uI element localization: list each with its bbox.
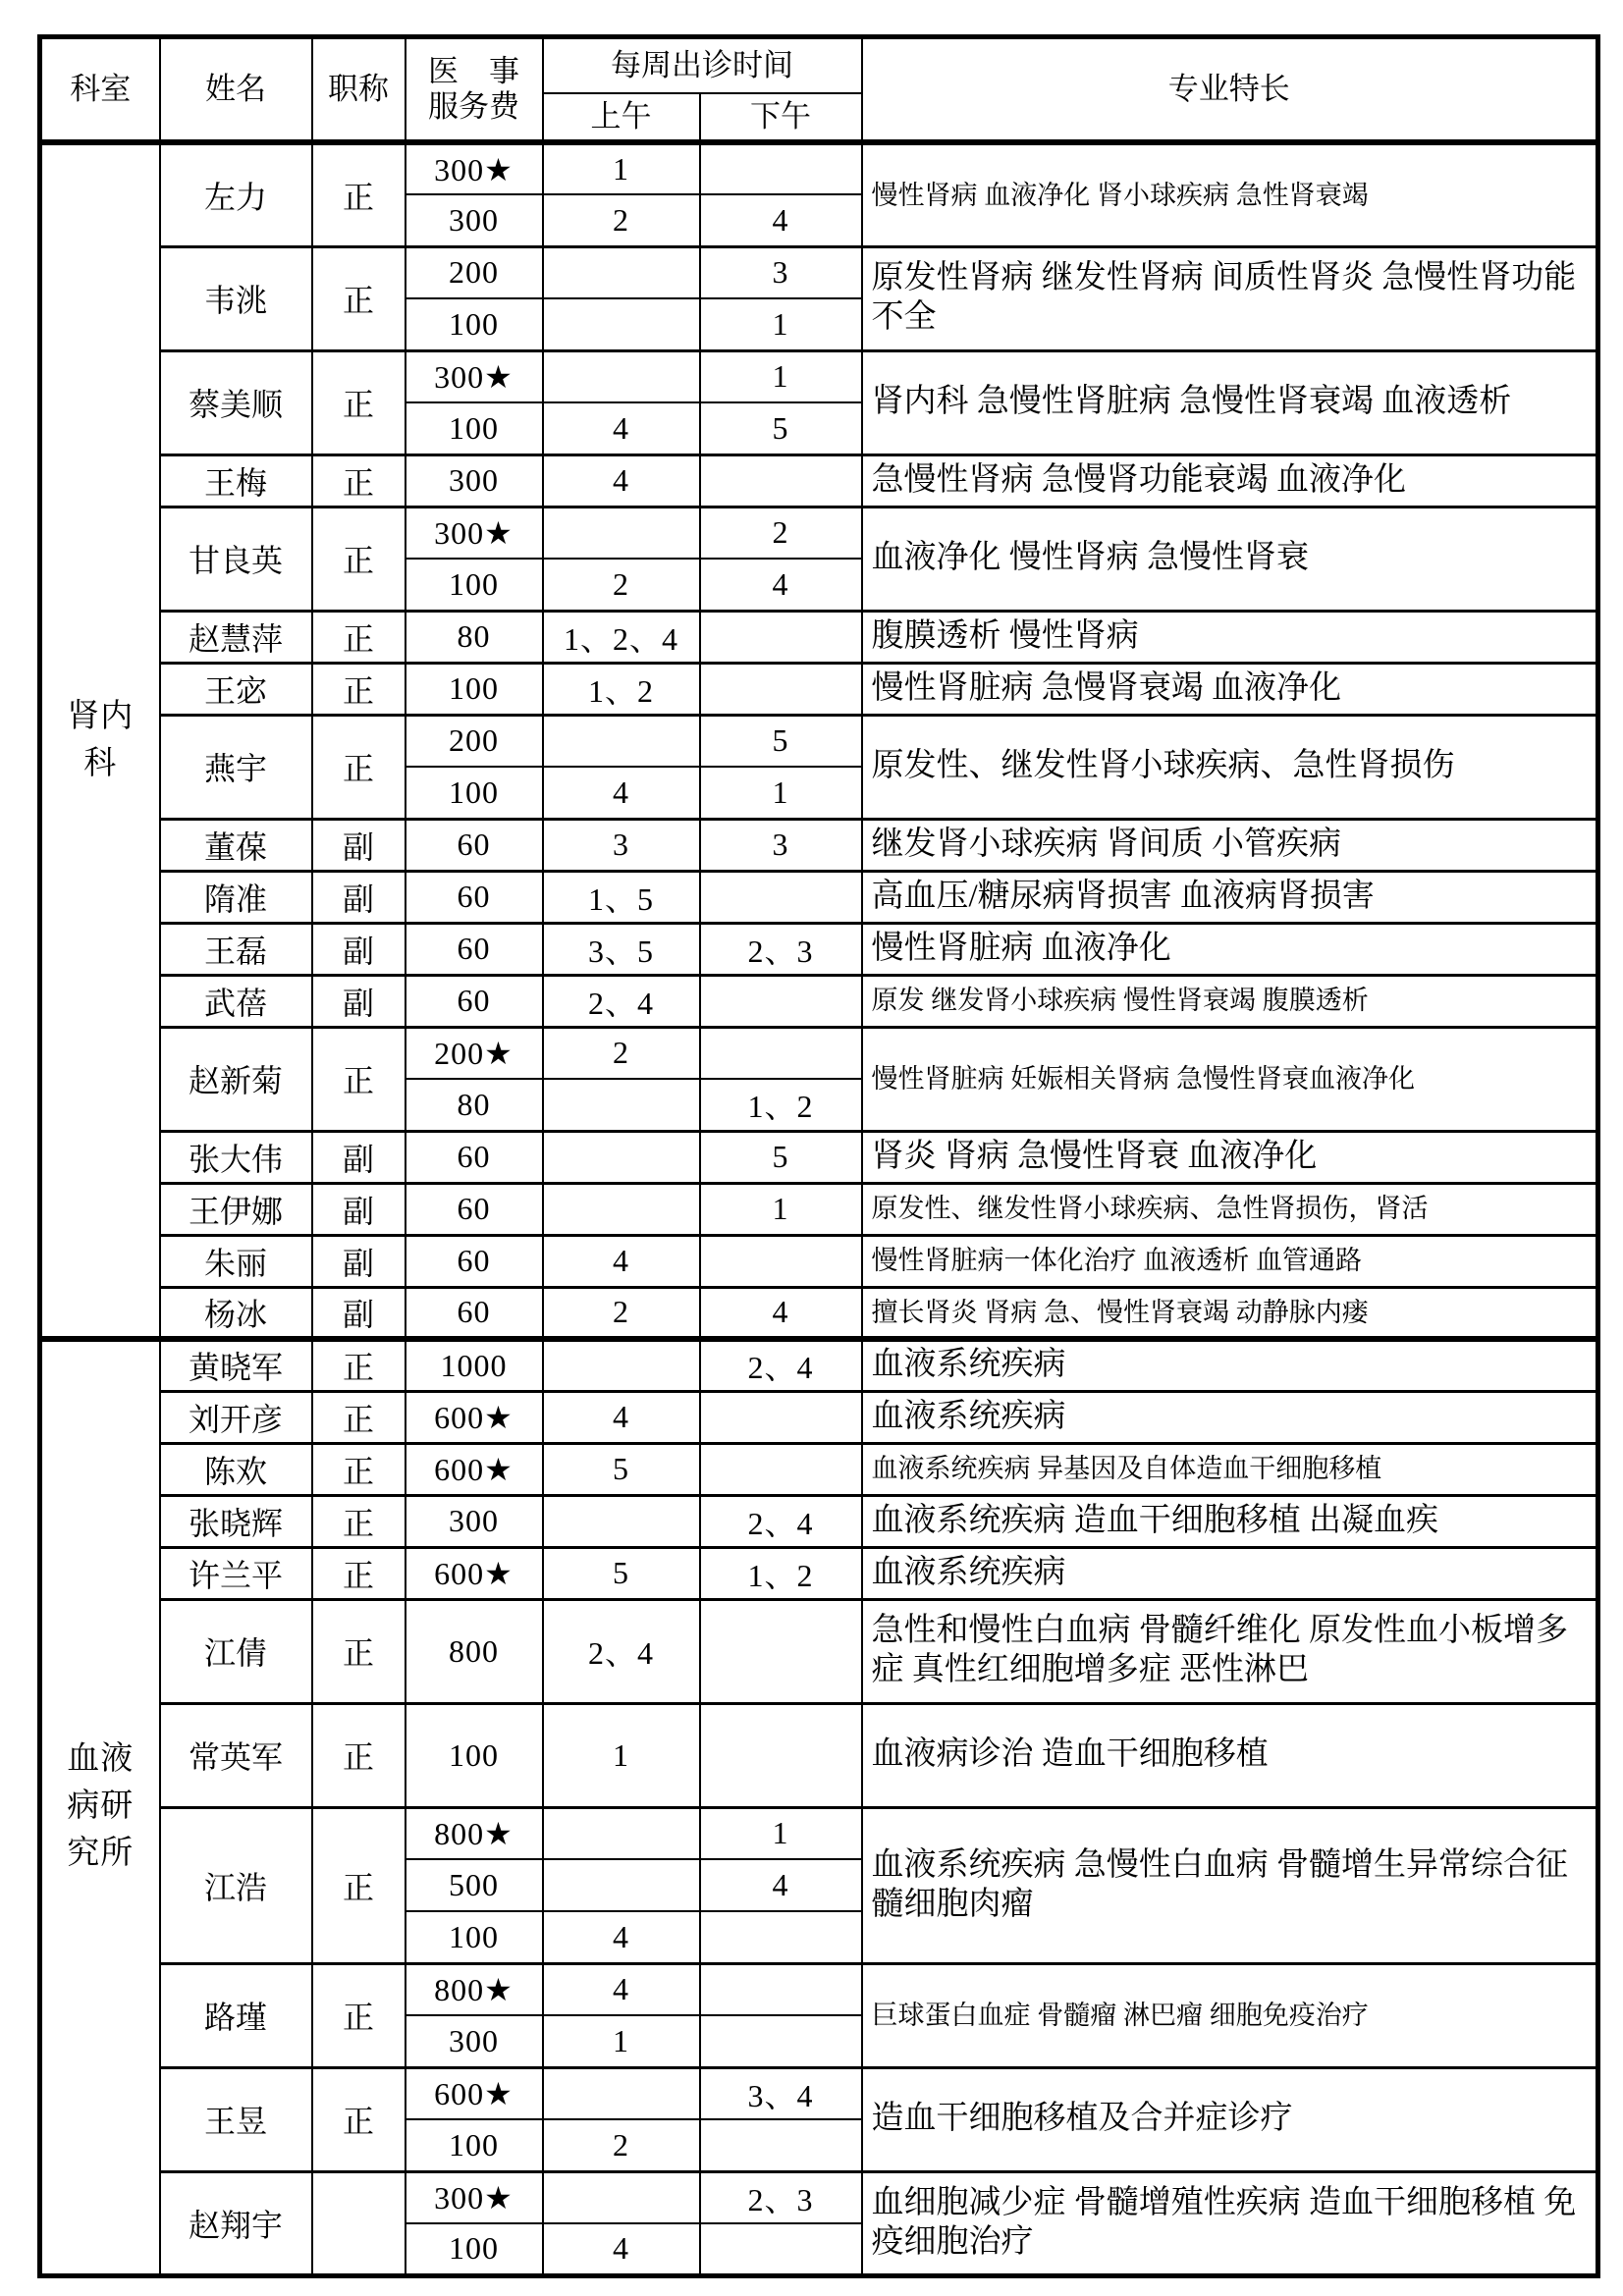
doctor-title: 正 — [312, 1391, 406, 1443]
morning-cell: 1 — [543, 2015, 700, 2067]
doctor-title: 副 — [312, 975, 406, 1027]
doctor-title: 正 — [312, 1807, 406, 1963]
doctor-name: 江倩 — [160, 1599, 312, 1703]
morning-cell — [543, 1079, 700, 1131]
table-row — [40, 1027, 1598, 1079]
table-row — [40, 871, 1598, 923]
doctor-name: 朱丽 — [160, 1235, 312, 1287]
table-row — [40, 1599, 1598, 1703]
table-header — [40, 37, 1598, 143]
doctor-name: 董葆 — [160, 819, 312, 871]
doctor-name: 黄晓军 — [160, 1339, 312, 1391]
specialty-cell: 腹膜透析 慢性肾病 — [862, 611, 1598, 663]
specialty-cell: 血液系统疾病 — [862, 1547, 1598, 1599]
department-cell — [40, 1339, 160, 2275]
doctor-title: 副 — [312, 1131, 406, 1183]
fee-cell: 300 — [406, 194, 543, 246]
doctor-title: 正 — [312, 1547, 406, 1599]
doctor-title: 正 — [312, 1703, 406, 1807]
fee-cell: 800★ — [406, 1963, 543, 2015]
doctor-title: 正 — [312, 350, 406, 454]
table-row — [40, 2171, 1598, 2223]
morning-cell: 4 — [543, 1963, 700, 2015]
fee-cell: 800 — [406, 1599, 543, 1703]
morning-cell: 3、5 — [543, 923, 700, 975]
specialty-cell: 慢性肾脏病 血液净化 — [862, 923, 1598, 975]
afternoon-cell — [700, 142, 862, 194]
doctor-title: 正 — [312, 1495, 406, 1547]
table-row — [40, 2067, 1598, 2119]
table-body — [40, 142, 1598, 2275]
morning-cell: 1 — [543, 1703, 700, 1807]
afternoon-cell — [700, 1235, 862, 1287]
specialty-cell: 肾内科 急慢性肾脏病 急慢性肾衰竭 血液透析 — [862, 350, 1598, 454]
table-row — [40, 715, 1598, 767]
specialty-cell: 血液系统疾病 造血干细胞移植 出凝血疾 — [862, 1495, 1598, 1547]
afternoon-cell: 4 — [700, 1859, 862, 1911]
afternoon-cell: 2、3 — [700, 923, 862, 975]
fee-cell: 200 — [406, 715, 543, 767]
doctor-title: 正 — [312, 507, 406, 611]
morning-cell: 4 — [543, 1391, 700, 1443]
fee-cell: 600★ — [406, 1391, 543, 1443]
doctor-title: 副 — [312, 1235, 406, 1287]
afternoon-cell: 4 — [700, 1287, 862, 1339]
afternoon-cell — [700, 2223, 862, 2275]
specialty-cell: 血液系统疾病 — [862, 1391, 1598, 1443]
table-row — [40, 1391, 1598, 1443]
header-row-1 — [40, 37, 1598, 94]
header-title: 职称 — [312, 37, 406, 143]
header-afternoon: 下午 — [700, 93, 862, 142]
afternoon-cell: 1、2 — [700, 1079, 862, 1131]
header-schedule: 每周出诊时间 — [543, 37, 862, 94]
table-row — [40, 1547, 1598, 1599]
specialty-cell: 原发性、继发性肾小球疾病、急性肾损伤，肾活 — [862, 1183, 1598, 1235]
department-label: 血液病研究所 — [67, 1741, 135, 1872]
afternoon-cell: 3、4 — [700, 2067, 862, 2119]
morning-cell: 1、2、4 — [543, 611, 700, 663]
morning-cell — [543, 1807, 700, 1859]
doctor-name: 杨冰 — [160, 1287, 312, 1339]
table-row — [40, 350, 1598, 402]
fee-cell: 60 — [406, 1131, 543, 1183]
fee-cell: 100 — [406, 1703, 543, 1807]
morning-cell — [543, 507, 700, 559]
fee-cell: 300★ — [406, 350, 543, 402]
specialty-cell: 慢性肾脏病一体化治疗 血液透析 血管通路 — [862, 1235, 1598, 1287]
table-row — [40, 454, 1598, 507]
table-row — [40, 611, 1598, 663]
table-row — [40, 663, 1598, 715]
fee-cell: 60 — [406, 1287, 543, 1339]
header-fee-line1: 医 事 — [428, 54, 519, 89]
doctor-title: 正 — [312, 2067, 406, 2171]
specialty-cell: 造血干细胞移植及合并症诊疗 — [862, 2067, 1598, 2171]
fee-cell: 600★ — [406, 1547, 543, 1599]
morning-cell — [543, 1339, 700, 1391]
specialty-cell: 擅长肾炎 肾病 急、慢性肾衰竭 动静脉内瘘 — [862, 1287, 1598, 1339]
doctor-title: 正 — [312, 1339, 406, 1391]
doctor-name: 韦洮 — [160, 246, 312, 350]
doctor-name: 王伊娜 — [160, 1183, 312, 1235]
afternoon-cell: 1 — [700, 1183, 862, 1235]
morning-cell: 3 — [543, 819, 700, 871]
doctor-title: 正 — [312, 1443, 406, 1495]
afternoon-cell — [700, 975, 862, 1027]
fee-cell: 100 — [406, 767, 543, 819]
afternoon-cell: 4 — [700, 194, 862, 246]
specialty-cell: 肾炎 肾病 急慢性肾衰 血液净化 — [862, 1131, 1598, 1183]
specialty-cell: 血液系统疾病 异基因及自体造血干细胞移植 — [862, 1443, 1598, 1495]
doctor-name: 陈欢 — [160, 1443, 312, 1495]
fee-cell: 600★ — [406, 2067, 543, 2119]
fee-cell: 200 — [406, 246, 543, 298]
doctor-name: 王宓 — [160, 663, 312, 715]
table-row — [40, 142, 1598, 194]
fee-cell: 100 — [406, 1911, 543, 1963]
afternoon-cell: 1 — [700, 767, 862, 819]
header-fee — [406, 37, 543, 143]
afternoon-cell — [700, 454, 862, 507]
morning-cell: 2 — [543, 1027, 700, 1079]
doctor-title: 副 — [312, 819, 406, 871]
doctor-name: 赵翔宇 — [160, 2171, 312, 2275]
table-row — [40, 1703, 1598, 1807]
fee-cell: 100 — [406, 663, 543, 715]
specialty-cell: 慢性肾脏病 妊娠相关肾病 急慢性肾衰血液净化 — [862, 1027, 1598, 1131]
fee-cell: 60 — [406, 819, 543, 871]
fee-cell: 60 — [406, 1183, 543, 1235]
specialty-cell: 原发性肾病 继发性肾病 间质性肾炎 急慢性肾功能不全 — [862, 246, 1598, 350]
afternoon-cell: 5 — [700, 1131, 862, 1183]
afternoon-cell — [700, 1443, 862, 1495]
doctor-name: 左力 — [160, 142, 312, 246]
fee-cell: 300 — [406, 1495, 543, 1547]
morning-cell — [543, 298, 700, 350]
morning-cell: 4 — [543, 1911, 700, 1963]
morning-cell: 2 — [543, 559, 700, 611]
morning-cell — [543, 2067, 700, 2119]
table-row — [40, 923, 1598, 975]
morning-cell: 4 — [543, 402, 700, 454]
specialty-cell: 血液系统疾病 急慢性白血病 骨髓增生异常综合征 髓细胞肉瘤 — [862, 1807, 1598, 1963]
specialty-cell: 血细胞减少症 骨髓增殖性疾病 造血干细胞移植 免疫细胞治疗 — [862, 2171, 1598, 2275]
morning-cell: 1 — [543, 142, 700, 194]
morning-cell: 1、2 — [543, 663, 700, 715]
fee-cell: 300★ — [406, 142, 543, 194]
doctor-name: 蔡美顺 — [160, 350, 312, 454]
department-cell — [40, 142, 160, 1339]
morning-cell: 5 — [543, 1547, 700, 1599]
doctor-title: 副 — [312, 923, 406, 975]
fee-cell: 100 — [406, 559, 543, 611]
afternoon-cell — [700, 871, 862, 923]
table-row — [40, 1287, 1598, 1339]
fee-cell: 80 — [406, 1079, 543, 1131]
morning-cell: 4 — [543, 1235, 700, 1287]
morning-cell — [543, 1183, 700, 1235]
fee-cell: 100 — [406, 2223, 543, 2275]
doctor-title: 副 — [312, 871, 406, 923]
morning-cell — [543, 350, 700, 402]
fee-cell: 100 — [406, 298, 543, 350]
specialty-cell: 慢性肾脏病 急慢肾衰竭 血液净化 — [862, 663, 1598, 715]
doctor-name: 王昱 — [160, 2067, 312, 2171]
specialty-cell: 高血压/糖尿病肾损害 血液病肾损害 — [862, 871, 1598, 923]
header-specialty: 专业特长 — [862, 37, 1598, 143]
doctor-name: 甘良英 — [160, 507, 312, 611]
specialty-cell: 血液净化 慢性肾病 急慢性肾衰 — [862, 507, 1598, 611]
doctor-title: 正 — [312, 454, 406, 507]
specialty-cell: 慢性肾病 血液净化 肾小球疾病 急性肾衰竭 — [862, 142, 1598, 246]
doctor-name: 燕宇 — [160, 715, 312, 819]
morning-cell — [543, 1131, 700, 1183]
header-morning: 上午 — [543, 93, 700, 142]
doctor-name: 隋准 — [160, 871, 312, 923]
afternoon-cell: 4 — [700, 559, 862, 611]
afternoon-cell: 1 — [700, 298, 862, 350]
fee-cell: 60 — [406, 923, 543, 975]
specialty-cell: 血液病诊治 造血干细胞移植 — [862, 1703, 1598, 1807]
morning-cell: 4 — [543, 767, 700, 819]
doctor-name: 常英军 — [160, 1703, 312, 1807]
doctor-name: 赵新菊 — [160, 1027, 312, 1131]
doctor-name: 王磊 — [160, 923, 312, 975]
morning-cell: 2 — [543, 194, 700, 246]
fee-cell: 100 — [406, 402, 543, 454]
afternoon-cell: 1 — [700, 350, 862, 402]
table-row — [40, 246, 1598, 298]
fee-cell: 60 — [406, 871, 543, 923]
table-row — [40, 507, 1598, 559]
morning-cell: 4 — [543, 2223, 700, 2275]
table-row — [40, 1443, 1598, 1495]
afternoon-cell: 2、3 — [700, 2171, 862, 2223]
fee-cell: 60 — [406, 1235, 543, 1287]
doctor-title: 正 — [312, 1963, 406, 2067]
doctor-title: 正 — [312, 246, 406, 350]
doctor-name: 赵慧萍 — [160, 611, 312, 663]
doctor-name: 许兰平 — [160, 1547, 312, 1599]
doctor-title — [312, 2171, 406, 2275]
doctor-title: 正 — [312, 611, 406, 663]
doctor-title: 正 — [312, 1599, 406, 1703]
header-department: 科室 — [40, 37, 160, 143]
afternoon-cell — [700, 1027, 862, 1079]
doctor-title: 正 — [312, 142, 406, 246]
afternoon-cell — [700, 1391, 862, 1443]
table-row — [40, 1495, 1598, 1547]
doctor-schedule-table — [37, 34, 1600, 2278]
specialty-cell: 巨球蛋白血症 骨髓瘤 淋巴瘤 细胞免疫治疗 — [862, 1963, 1598, 2067]
doctor-name: 江浩 — [160, 1807, 312, 1963]
fee-cell: 300 — [406, 2015, 543, 2067]
afternoon-cell: 2、4 — [700, 1495, 862, 1547]
afternoon-cell — [700, 1963, 862, 2015]
table-row — [40, 1131, 1598, 1183]
specialty-cell: 继发肾小球疾病 肾间质 小管疾病 — [862, 819, 1598, 871]
specialty-cell: 急性和慢性白血病 骨髓纤维化 原发性血小板增多症 真性红细胞增多症 恶性淋巴 — [862, 1599, 1598, 1703]
afternoon-cell — [700, 663, 862, 715]
table-row — [40, 1235, 1598, 1287]
morning-cell — [543, 2171, 700, 2223]
table-row — [40, 819, 1598, 871]
afternoon-cell: 2 — [700, 507, 862, 559]
doctor-name: 路瑾 — [160, 1963, 312, 2067]
afternoon-cell: 5 — [700, 402, 862, 454]
header-name: 姓名 — [160, 37, 312, 143]
afternoon-cell — [700, 1911, 862, 1963]
table-row — [40, 1807, 1598, 1859]
specialty-cell: 原发 继发肾小球疾病 慢性肾衰竭 腹膜透析 — [862, 975, 1598, 1027]
fee-cell: 200★ — [406, 1027, 543, 1079]
fee-cell: 300★ — [406, 507, 543, 559]
doctor-name: 张晓辉 — [160, 1495, 312, 1547]
specialty-cell: 血液系统疾病 — [862, 1339, 1598, 1391]
morning-cell — [543, 1859, 700, 1911]
afternoon-cell: 3 — [700, 246, 862, 298]
fee-cell: 500 — [406, 1859, 543, 1911]
department-label: 肾内科 — [67, 698, 135, 781]
morning-cell: 5 — [543, 1443, 700, 1495]
afternoon-cell — [700, 2119, 862, 2171]
afternoon-cell — [700, 611, 862, 663]
fee-cell: 600★ — [406, 1443, 543, 1495]
table-row — [40, 1339, 1598, 1391]
doctor-title: 正 — [312, 1027, 406, 1131]
morning-cell: 4 — [543, 454, 700, 507]
table-row — [40, 1183, 1598, 1235]
morning-cell — [543, 246, 700, 298]
morning-cell — [543, 1495, 700, 1547]
doctor-name: 刘开彦 — [160, 1391, 312, 1443]
doctor-title: 副 — [312, 1287, 406, 1339]
fee-cell: 800★ — [406, 1807, 543, 1859]
morning-cell: 2、4 — [543, 975, 700, 1027]
doctor-name: 王梅 — [160, 454, 312, 507]
afternoon-cell: 5 — [700, 715, 862, 767]
afternoon-cell — [700, 1703, 862, 1807]
doctor-title: 正 — [312, 715, 406, 819]
fee-cell: 80 — [406, 611, 543, 663]
doctor-name: 张大伟 — [160, 1131, 312, 1183]
fee-cell: 100 — [406, 2119, 543, 2171]
doctor-title: 正 — [312, 663, 406, 715]
table-row — [40, 975, 1598, 1027]
morning-cell: 1、5 — [543, 871, 700, 923]
afternoon-cell — [700, 1599, 862, 1703]
doctor-title: 副 — [312, 1183, 406, 1235]
morning-cell: 2 — [543, 2119, 700, 2171]
morning-cell: 2、4 — [543, 1599, 700, 1703]
specialty-cell: 急慢性肾病 急慢肾功能衰竭 血液净化 — [862, 454, 1598, 507]
fee-cell: 300★ — [406, 2171, 543, 2223]
table-row — [40, 1963, 1598, 2015]
fee-cell: 1000 — [406, 1339, 543, 1391]
afternoon-cell: 1、2 — [700, 1547, 862, 1599]
fee-cell: 300 — [406, 454, 543, 507]
afternoon-cell: 2、4 — [700, 1339, 862, 1391]
morning-cell: 2 — [543, 1287, 700, 1339]
afternoon-cell: 1 — [700, 1807, 862, 1859]
specialty-cell: 原发性、继发性肾小球疾病、急性肾损伤 — [862, 715, 1598, 819]
morning-cell — [543, 715, 700, 767]
fee-cell: 60 — [406, 975, 543, 1027]
afternoon-cell — [700, 2015, 862, 2067]
doctor-name: 武蓓 — [160, 975, 312, 1027]
afternoon-cell: 3 — [700, 819, 862, 871]
header-fee-line2: 服务费 — [428, 89, 519, 124]
